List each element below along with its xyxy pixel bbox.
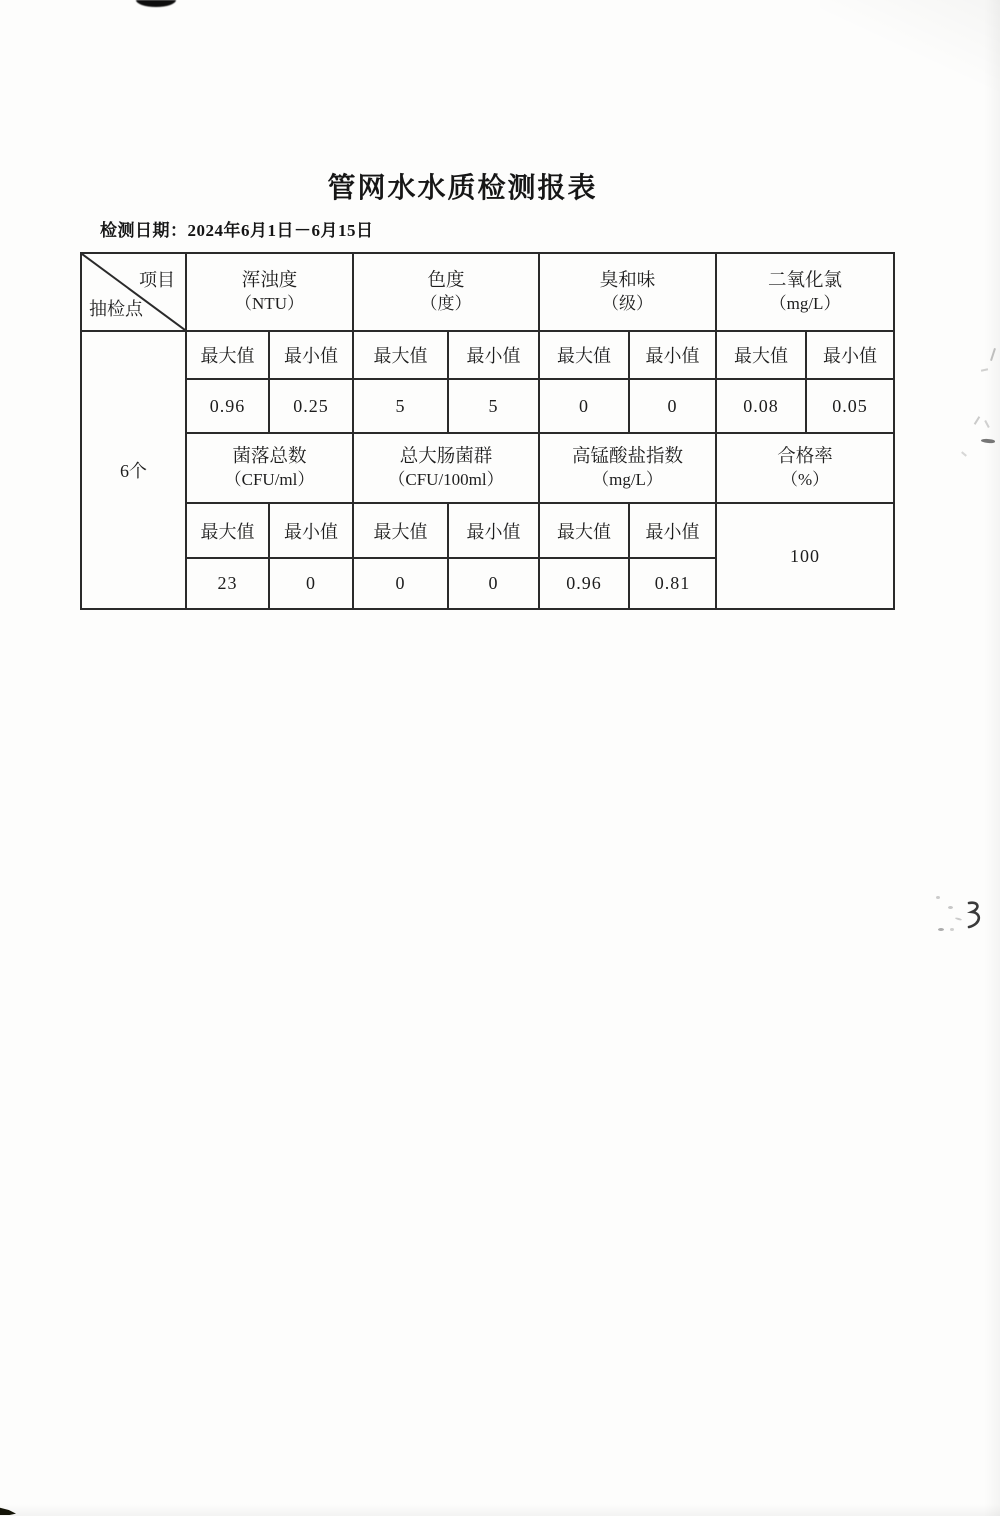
label-max: 最大值 <box>539 503 629 558</box>
sample-points-cell: 6个 <box>81 331 186 609</box>
label-max: 最大值 <box>186 503 269 558</box>
color-min-value: 5 <box>448 379 539 433</box>
label-min: 最小值 <box>629 503 716 558</box>
value-row-top <box>81 379 894 433</box>
header-group-row-bottom <box>81 433 894 503</box>
header-permanganate-index-unit: （mg/L） <box>592 470 663 490</box>
page-title: 管网水水质检测报表 <box>327 172 598 203</box>
label-max: 最大值 <box>353 503 448 558</box>
header-pass-rate-name: 合格率 <box>777 447 833 468</box>
odor-min-value: 0 <box>629 379 716 433</box>
scan-speck <box>955 917 962 921</box>
turbidity-min-value: 0.25 <box>269 379 353 433</box>
label-min: 最小值 <box>806 331 894 379</box>
label-min: 最小值 <box>269 503 353 558</box>
header-odor-name: 臭和味 <box>599 271 656 292</box>
scan-speck <box>936 896 940 899</box>
header-color-unit: （度） <box>420 294 472 314</box>
pencil-mark <box>981 438 995 443</box>
scan-speck <box>950 928 954 931</box>
pencil-mark <box>961 451 967 456</box>
color-max-value: 5 <box>353 379 448 433</box>
minmax-label-row-bottom <box>81 503 894 558</box>
odor-max-value: 0 <box>539 379 629 433</box>
header-turbidity-unit: （NTU） <box>235 294 304 314</box>
chlorine-dioxide-min-value: 0.05 <box>806 379 894 433</box>
header-turbidity-name: 浑浊度 <box>241 271 298 292</box>
label-max: 最大值 <box>186 331 269 379</box>
scan-corner-shading <box>820 0 1000 95</box>
header-color-name: 色度 <box>427 271 465 292</box>
colony-count-min-value: 0 <box>269 558 353 609</box>
header-permanganate-index-name: 高锰酸盐指数 <box>572 447 684 468</box>
scan-speck <box>948 906 953 909</box>
scan-edge-shadow-bottom <box>0 1504 1000 1516</box>
header-color <box>353 253 539 331</box>
header-turbidity <box>186 253 353 331</box>
header-permanganate-index <box>539 433 716 503</box>
test-date-label: 检测日期：2024年6月1日－6月15日 <box>100 221 374 240</box>
header-chlorine-dioxide <box>716 253 894 331</box>
scan-artifact-top-blob <box>136 0 176 7</box>
pencil-mark <box>974 416 980 425</box>
header-colony-count <box>186 433 353 503</box>
total-coliform-min-value: 0 <box>448 558 539 609</box>
header-total-coliform-unit: （CFU/100ml） <box>388 470 504 490</box>
label-max: 最大值 <box>353 331 448 379</box>
pass-rate-value: 100 <box>716 503 894 609</box>
label-min: 最小值 <box>448 331 539 379</box>
header-total-coliform <box>353 433 539 503</box>
permanganate-min-value: 0.81 <box>629 558 716 609</box>
header-total-coliform-name: 总大肠菌群 <box>399 447 493 468</box>
handwritten-scribble <box>964 900 984 930</box>
header-colony-count-name: 菌落总数 <box>232 447 307 468</box>
permanganate-max-value: 0.96 <box>539 558 629 609</box>
header-pass-rate <box>716 433 894 503</box>
header-odor <box>539 253 716 331</box>
water-quality-table <box>80 252 895 610</box>
header-colony-count-unit: （CFU/ml） <box>224 470 315 490</box>
label-min: 最小值 <box>269 331 353 379</box>
header-chlorine-dioxide-unit: （mg/L） <box>769 294 841 314</box>
diagonal-corner-cell <box>81 253 186 331</box>
label-min: 最小值 <box>448 503 539 558</box>
label-max: 最大值 <box>539 331 629 379</box>
minmax-label-row-top <box>81 331 894 379</box>
total-coliform-max-value: 0 <box>353 558 448 609</box>
scan-edge-shadow-right <box>984 0 1000 1516</box>
chlorine-dioxide-max-value: 0.08 <box>716 379 806 433</box>
header-odor-unit: （级） <box>602 294 654 314</box>
turbidity-max-value: 0.96 <box>186 379 269 433</box>
label-min: 最小值 <box>629 331 716 379</box>
corner-label-item: 项目 <box>139 270 175 290</box>
header-pass-rate-unit: （%） <box>780 470 830 490</box>
corner-label-sample-point: 抽检点 <box>89 299 143 319</box>
scan-speck <box>938 928 944 931</box>
header-chlorine-dioxide-name: 二氧化氯 <box>768 271 843 292</box>
colony-count-max-value: 23 <box>186 558 269 609</box>
header-group-row-top <box>81 253 894 331</box>
label-max: 最大值 <box>716 331 806 379</box>
